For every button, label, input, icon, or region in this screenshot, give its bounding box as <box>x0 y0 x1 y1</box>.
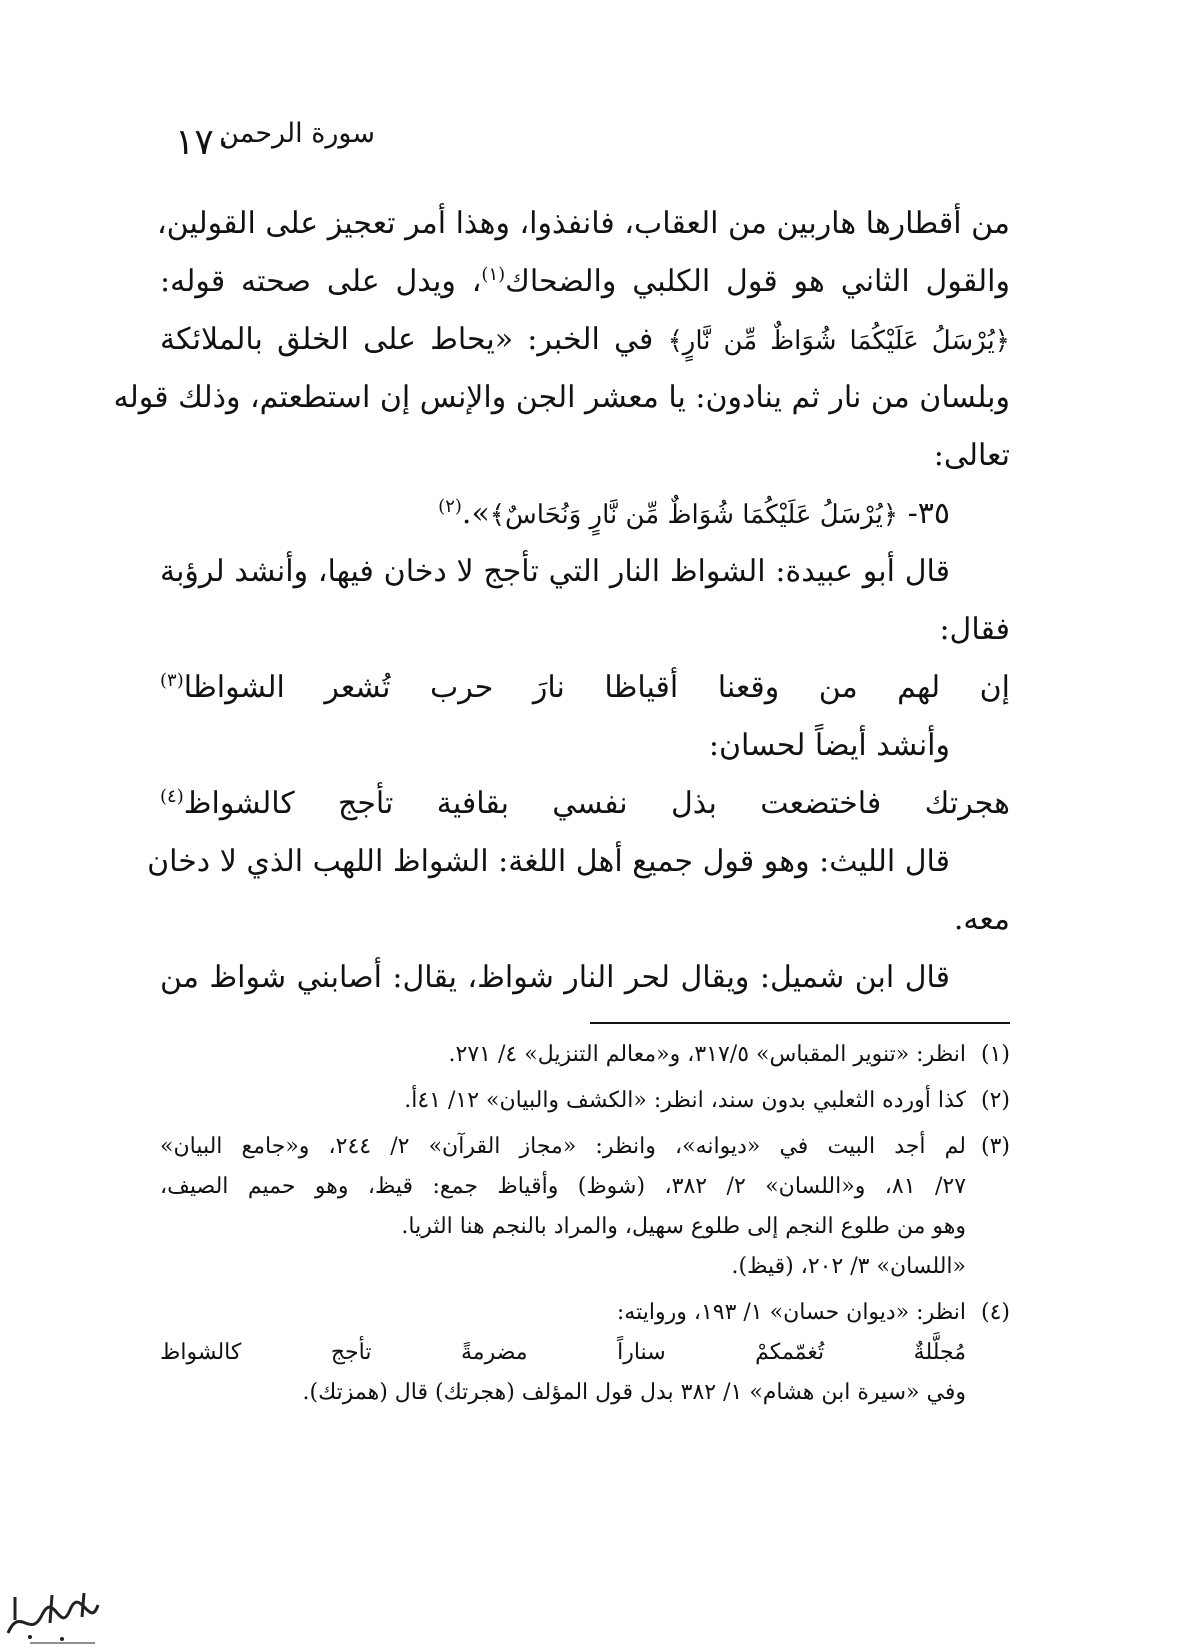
text-line: معه. <box>953 902 1010 937</box>
footnote-1 <box>160 1035 1010 1075</box>
footnote-ref: (٣) <box>160 670 184 691</box>
text-line: قال أبو عبيدة: الشواظ النار التي تأجج لا دخان فيها، وأنشد لرؤبة <box>160 554 950 589</box>
footnote-line: لم أجد البيت في «ديوانه»، وانظر: «مجاز القرآن» ٢/ ٢٤٤، و«جامع البيان» <box>160 1134 966 1159</box>
footnote-separator <box>590 1022 1010 1024</box>
quran-quote: ﴿يُرْسَلُ عَلَيْكُمَا شُوَاظٌ مِّن نَّارٍ﴾ <box>667 326 1010 356</box>
text-line: فقال: <box>939 612 1010 647</box>
footnote-line: ٢٧/ ٨١، و«اللسان» ٢/ ٣٨٢، (شوظ) وأقياظ جمع: قيظ، وهو حميم الصيف، <box>160 1174 967 1199</box>
footnote-line: وهو من طلوع النجم إلى طلوع سهيل، والمراد بالنجم هنا الثريا. <box>401 1214 966 1239</box>
text-line: وأنشد أيضاً لحسان: <box>708 728 950 763</box>
footnote-2 <box>160 1081 1010 1121</box>
poem-verse: هجرتك فاختضعت بذل نفسي بقافية تأجج كالشواظ$^{(٤)}$ <box>160 786 1010 821</box>
footnote-line: «اللسان» ٣/ ٢٠٢، (قيظ). <box>731 1254 966 1279</box>
library-stamp-logo <box>0 1585 105 1645</box>
verse-35: ٣٥- ﴿يُرْسَلُ عَلَيْكُمَا شُوَاظٌ مِّن نَّارٍ وَنُحَاسٌ﴾».$^{(٢)}$ <box>438 496 950 531</box>
main-text <box>113 195 1010 1007</box>
footnote-number: (٢) <box>980 1088 1010 1113</box>
footnotes <box>160 1035 1010 1419</box>
footnote-line: كذا أورده الثعلبي بدون سند، انظر: «الكشف والبيان» ١٢/ ٤١أ. <box>404 1088 966 1113</box>
page-number: ١٧٠ <box>175 122 234 163</box>
calligraphy-stamp-icon <box>0 1585 105 1645</box>
footnote-line: انظر: «تنوير المقباس» ٣١٧/٥، و«معالم التنزيل» ٤/ ٢٧١. <box>448 1042 966 1067</box>
footnote-3 <box>160 1127 1010 1287</box>
text-line: قال ابن شميل: ويقال لحر النار شواظ، يقال: أصابني شواظ من <box>160 960 950 995</box>
footnote-poem-line: مُجلَّلةٌ تُغمّمكمْ سناراً مضرمةً تأجج كالشواظ <box>160 1340 966 1365</box>
text-line: والقول الثاني هو قول الكلبي والضحاك$^{(١)}$، ويدل على صحته قوله: <box>160 264 1010 299</box>
surah-title: سورة الرحمن <box>219 118 375 149</box>
footnote-line: وفي «سيرة ابن هشام» ١/ ٣٨٢ بدل قول المؤلف (هجرتك) قال (همزتك). <box>302 1380 966 1405</box>
footnote-number: (١) <box>980 1042 1010 1067</box>
footnote-ref: (٤) <box>160 786 184 807</box>
footnote-number: (٣) <box>980 1134 1010 1159</box>
poem-verse: إن لهم من وقعنا أقياظا نارَ حرب تُشعر الشواظا$^{(٣)}$ <box>160 670 1010 705</box>
verse-number: ٣٥- <box>898 496 950 531</box>
footnote-ref: (٢) <box>438 496 462 517</box>
footnote-4 <box>160 1293 1010 1413</box>
text-line: تعالى: <box>933 438 1010 473</box>
footnote-number: (٤) <box>980 1300 1010 1325</box>
text-line: من أقطارها هاربين من العقاب، فانفذوا، وهذا أمر تعجيز على القولين، <box>156 206 1010 241</box>
quran-verse: ﴿يُرْسَلُ عَلَيْكُمَا شُوَاظٌ مِّن نَّارٍ وَنُحَاسٌ﴾ <box>489 500 899 530</box>
footnote-line: انظر: «ديوان حسان» ١/ ١٩٣، وروايته: <box>616 1300 966 1325</box>
page-header <box>0 112 1185 162</box>
text-line: وبلسان من نار ثم ينادون: يا معشر الجن والإنس إن استطعتم، وذلك قوله <box>113 380 1010 415</box>
text-line: قال الليث: وهو قول جميع أهل اللغة: الشواظ اللهب الذي لا دخان <box>147 844 950 879</box>
footnote-ref: (١) <box>481 264 506 285</box>
text-line: ﴿يُرْسَلُ عَلَيْكُمَا شُوَاظٌ مِّن نَّارٍ﴾ في الخبر: «يحاط على الخلق بالملائكة <box>160 322 1010 357</box>
